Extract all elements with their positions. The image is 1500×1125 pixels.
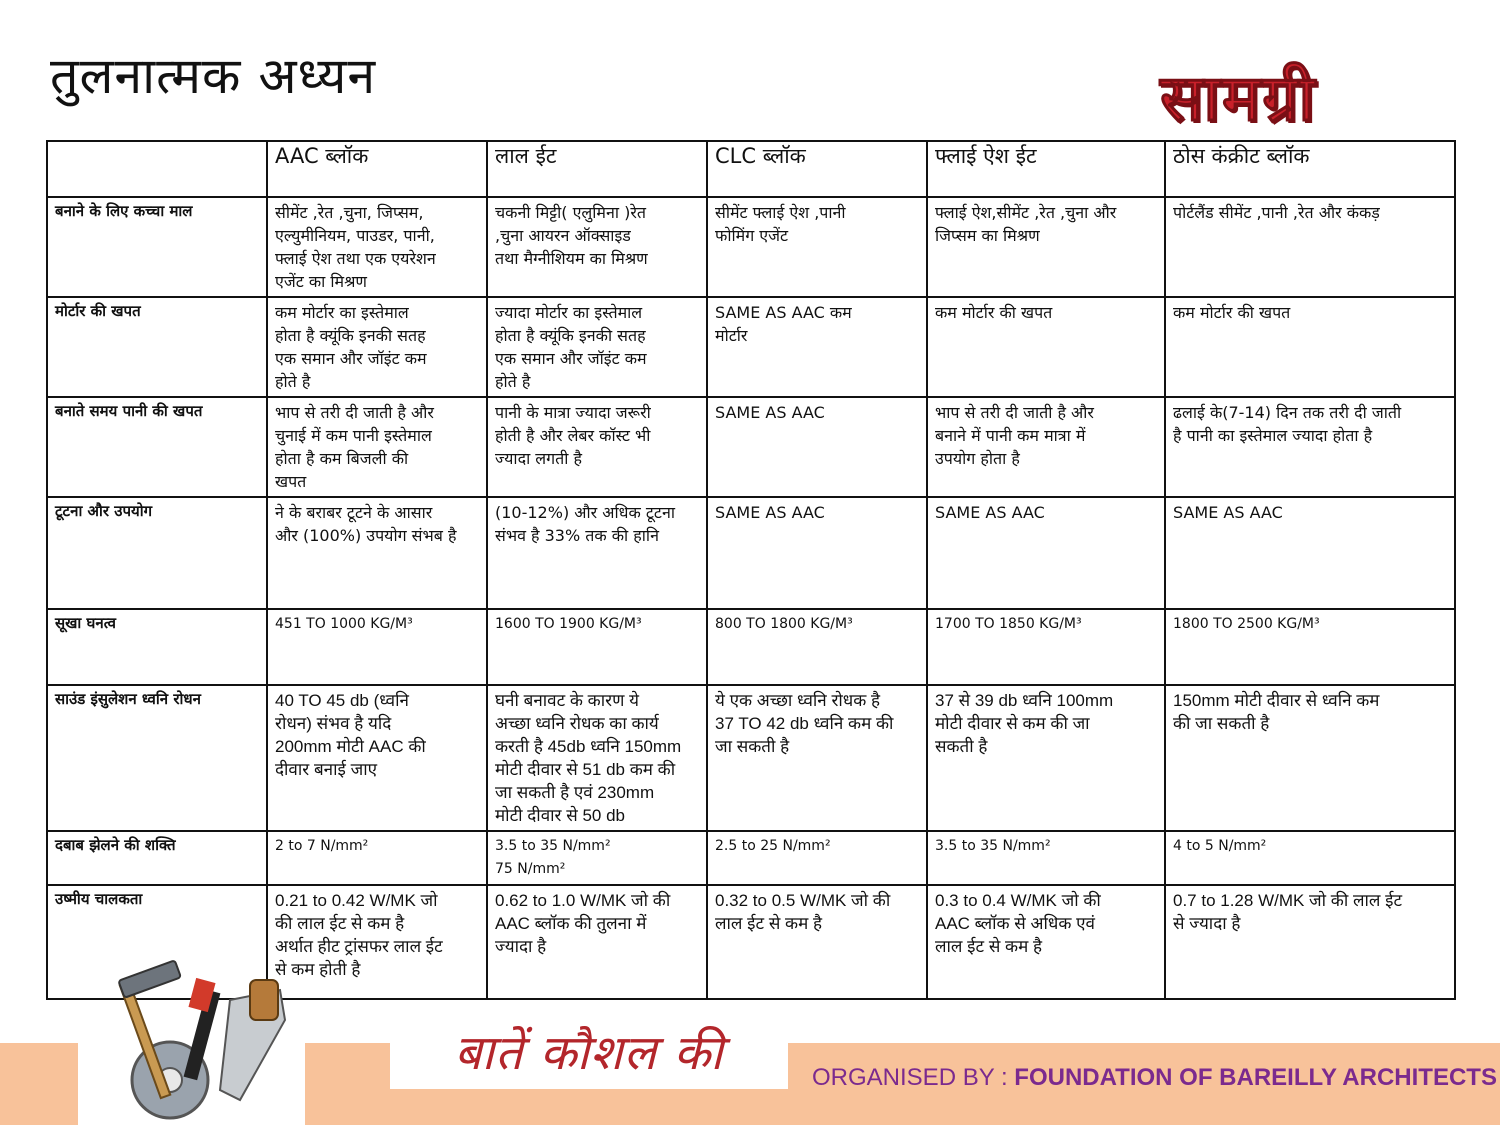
cell-text-line: होता है क्यूंकि इनकी सतह [495,326,646,345]
cell-red-brick [487,197,707,297]
cell-text-line: है पानी का इस्तेमाल ज्यादा होता है [1173,426,1373,445]
cell-fly-ash [927,197,1165,297]
comparison-table [46,140,1456,1000]
cell-text-line: 3.5 to 35 N/mm² [495,838,611,854]
cell-text-line: होता है क्यूंकि इनकी सतह [275,326,426,345]
cell-text-line: SAME AS AAC [935,503,1045,522]
cell-text-line: लाल ईट से कम है [935,937,1043,956]
cell-text-line: रोधन) संभव है यदि [275,714,392,733]
cell-clc [707,885,927,999]
cell-text-line: तथा मैग्नीशियम का मिश्रण [495,249,648,268]
cell-text-line: और (100%) उपयोग संभब है [275,526,457,545]
cell-red-brick [487,297,707,397]
cell-text-line: 75 N/mm² [495,861,566,877]
cell-text-line: मोर्टार [715,326,748,345]
cell-text-line: सकती है [935,737,988,756]
cell-text-line: जा सकती है एवं 230mm [495,783,655,802]
cell-red-brick [487,497,707,609]
cell-text-line: 150mm मोटी दीवार से ध्वनि कम [1173,691,1380,710]
cell-fly-ash [927,885,1165,999]
cell-clc [707,685,927,831]
cell-text-line: मोटी दीवार से 51 db कम की [495,760,676,779]
row-label: दबाब झेलने की शक्ति [47,831,267,885]
cell-clc [707,397,927,497]
cell-fly-ash [927,497,1165,609]
cell-solid-concrete [1165,885,1455,999]
cell-solid-concrete [1165,397,1455,497]
cell-clc [707,197,927,297]
cell-text-line: सीमेंट ,रेत ,चुना, जिप्सम, [275,203,424,222]
table-row [47,297,1455,397]
organiser-name: FOUNDATION OF BAREILLY ARCHITECTS [1014,1064,1497,1091]
cell-text-line: पोर्टलैंड सीमेंट ,पानी ,रेत और कंकड़ [1173,203,1380,222]
cell-text-line: चकनी मिट्टी( एलुमिना )रेत [495,203,646,222]
cell-text-line: होते है [495,372,531,391]
cell-solid-concrete [1165,497,1455,609]
cell-text-line: से ज्यादा है [1173,914,1241,933]
cell-text-line: SAME AS AAC [715,403,825,422]
cell-text-line: होती है और लेबर कॉस्ट भी [495,426,651,445]
cell-text-line: उपयोग होता है [935,449,1020,468]
header-cell-clc: CLC ब्लॉक [707,141,927,197]
cell-clc [707,497,927,609]
table-row [47,685,1455,831]
cell-text-line: 4 to 5 N/mm² [1173,838,1267,854]
cell-fly-ash [927,609,1165,685]
cell-clc [707,831,927,885]
cell-text-line: अच्छा ध्वनि रोधक का कार्य [495,714,659,733]
cell-text-line: 451 TO 1000 KG/M³ [275,616,413,632]
cell-clc [707,297,927,397]
cell-text-line: की जा सकती है [1173,714,1270,733]
cell-text-line: कम मोर्टार का इस्तेमाल [275,303,409,322]
cell-text-line: जा सकती है [715,737,790,756]
cell-solid-concrete [1165,197,1455,297]
cell-text-line: ने के बराबर टूटने के आसार [275,503,433,522]
row-label: साउंड इंसुलेशन ध्वनि रोधन [47,685,267,831]
cell-red-brick [487,885,707,999]
table-row [47,397,1455,497]
row-label: मोर्टार की खपत [47,297,267,397]
cell-text-line: 0.21 to 0.42 W/MK जो [275,891,438,910]
table-row [47,197,1455,297]
organiser-credit [812,1064,1497,1092]
footer-band-left [0,1043,78,1125]
cell-text-line: पानी के मात्रा ज्यादा जरूरी [495,403,651,422]
cell-text-line: 1700 TO 1850 KG/M³ [935,616,1082,632]
header-cell-aac: AAC ब्लॉक [267,141,487,197]
cell-text-line: लाल ईट से कम है [715,914,823,933]
cell-text-line: की लाल ईट से कम है [275,914,405,933]
cell-fly-ash [927,297,1165,397]
cell-aac [267,297,487,397]
cell-aac [267,831,487,885]
cell-text-line: एक समान और जॉइंट कम [495,349,647,368]
table-body [47,197,1455,999]
table-row [47,497,1455,609]
cell-solid-concrete [1165,685,1455,831]
cell-fly-ash [927,831,1165,885]
cell-text-line: 37 से 39 db ध्वनि 100mm [935,691,1114,710]
cell-text-line: मोटी दीवार से 50 db [495,806,625,825]
header-cell-fly-ash: फ्लाई ऐश ईट [927,141,1165,197]
cell-text-line: AAC ब्लॉक की तुलना में [495,914,647,933]
cell-text-line: ,चुना आयरन ऑक्साइड [495,226,631,245]
cell-solid-concrete [1165,297,1455,397]
cell-text-line: 800 TO 1800 KG/M³ [715,616,853,632]
cell-aac [267,609,487,685]
cell-text-line: SAME AS AAC [715,503,825,522]
cell-clc [707,609,927,685]
cell-text-line: ज्यादा है [495,937,547,956]
cell-text-line: 40 TO 45 db (ध्वनि [275,691,409,710]
cell-text-line: 0.32 to 0.5 W/MK जो की [715,891,891,910]
cell-aac [267,197,487,297]
cell-text-line: भाप से तरी दी जाती है और [935,403,1094,422]
cell-text-line: ढलाई के(7-14) दिन तक तरी दी जाती [1173,403,1402,422]
cell-text-line: करती है 45db ध्वनि 150mm [495,737,682,756]
cell-red-brick [487,609,707,685]
cell-aac [267,497,487,609]
cell-text-line: भाप से तरी दी जाती है और [275,403,434,422]
cell-text-line: मोटी दीवार से कम की जा [935,714,1090,733]
cell-text-line: 1600 TO 1900 KG/M³ [495,616,642,632]
cell-text-line: 1800 TO 2500 KG/M³ [1173,616,1320,632]
row-label: टूटना और उपयोग [47,497,267,609]
cell-text-line: 37 TO 42 db ध्वनि कम की [715,714,894,733]
slide-title: तुलनात्मक अध्यन [50,47,377,105]
cell-aac [267,397,487,497]
cell-text-line: 3.5 to 35 N/mm² [935,838,1051,854]
cell-text-line: फोमिंग एजेंट [715,226,789,245]
cell-text-line: एक समान और जॉइंट कम [275,349,427,368]
cell-text-line: घनी बनावट के कारण ये [495,691,639,710]
cell-text-line: 2 to 7 N/mm² [275,838,369,854]
cell-text-line: SAME AS AAC [1173,503,1283,522]
cell-text-line: 2.5 to 25 N/mm² [715,838,831,854]
cell-text-line: होता है कम बिजली की [275,449,409,468]
cell-text-line: 0.7 to 1.28 W/MK जो की लाल ईट [1173,891,1403,910]
cell-fly-ash [927,397,1165,497]
row-label: उष्मीय चालकता [47,885,267,999]
cell-aac [267,885,487,999]
cell-text-line: (10-12%) और अधिक टूटना [495,503,675,522]
cell-solid-concrete [1165,831,1455,885]
cell-text-line: से कम होती है [275,960,361,979]
cell-text-line: 0.62 to 1.0 W/MK जो की [495,891,671,910]
organised-by-label: ORGANISED BY : [812,1064,1015,1091]
cell-text-line: होते है [275,372,311,391]
row-label: सूखा घनत्व [47,609,267,685]
cell-red-brick [487,397,707,497]
cell-red-brick [487,685,707,831]
cell-aac [267,685,487,831]
cell-text-line: सीमेंट फ्लाई ऐश ,पानी [715,203,846,222]
cell-text-line: बनाने में पानी कम मात्रा में [935,426,1086,445]
cell-text-line: फ्लाई ऐश तथा एक एयरेशन [275,249,436,268]
cell-text-line: संभव है 33% तक की हानि [495,526,659,545]
cell-text-line: AAC ब्लॉक से अधिक एवं [935,914,1095,933]
event-logo: बातें कौशल की [390,1017,788,1089]
cell-text-line: एल्युमीनियम, पाउडर, पानी, [275,226,435,245]
samagri-logo: सामग्री [1160,61,1317,136]
tools-illustration-icon [100,960,290,1120]
table-row [47,609,1455,685]
cell-text-line: ज्यादा लगती है [495,449,583,468]
cell-text-line: 0.3 to 0.4 W/MK जो की [935,891,1101,910]
cell-text-line: खपत [275,472,307,491]
cell-text-line: दीवार बनाई जाए [275,760,377,779]
row-label: बनाते समय पानी की खपत [47,397,267,497]
cell-text-line: फ्लाई ऐश,सीमेंट ,रेत ,चुना और [935,203,1117,222]
cell-solid-concrete [1165,609,1455,685]
cell-text-line: जिप्सम का मिश्रण [935,226,1040,245]
cell-text-line: SAME AS AAC कम [715,303,852,322]
cell-text-line: कम मोर्टार की खपत [935,303,1053,322]
table-row [47,831,1455,885]
cell-text-line: ये एक अच्छा ध्वनि रोधक है [715,691,881,710]
header-row [47,141,1455,197]
cell-text-line: अर्थात हीट ट्रांसफर लाल ईट [275,937,443,956]
header-cell-empty [47,141,267,197]
header-cell-red-brick: लाल ईट [487,141,707,197]
cell-text-line: चुनाई में कम पानी इस्तेमाल [275,426,432,445]
row-label: बनाने के लिए कच्चा माल [47,197,267,297]
cell-text-line: कम मोर्टार की खपत [1173,303,1291,322]
cell-red-brick [487,831,707,885]
header-cell-solid-concrete: ठोस कंक्रीट ब्लॉक [1165,141,1455,197]
cell-text-line: 200mm मोटी AAC की [275,737,426,756]
cell-fly-ash [927,685,1165,831]
cell-text-line: एजेंट का मिश्रण [275,272,367,291]
cell-text-line: ज्यादा मोर्टार का इस्तेमाल [495,303,643,322]
